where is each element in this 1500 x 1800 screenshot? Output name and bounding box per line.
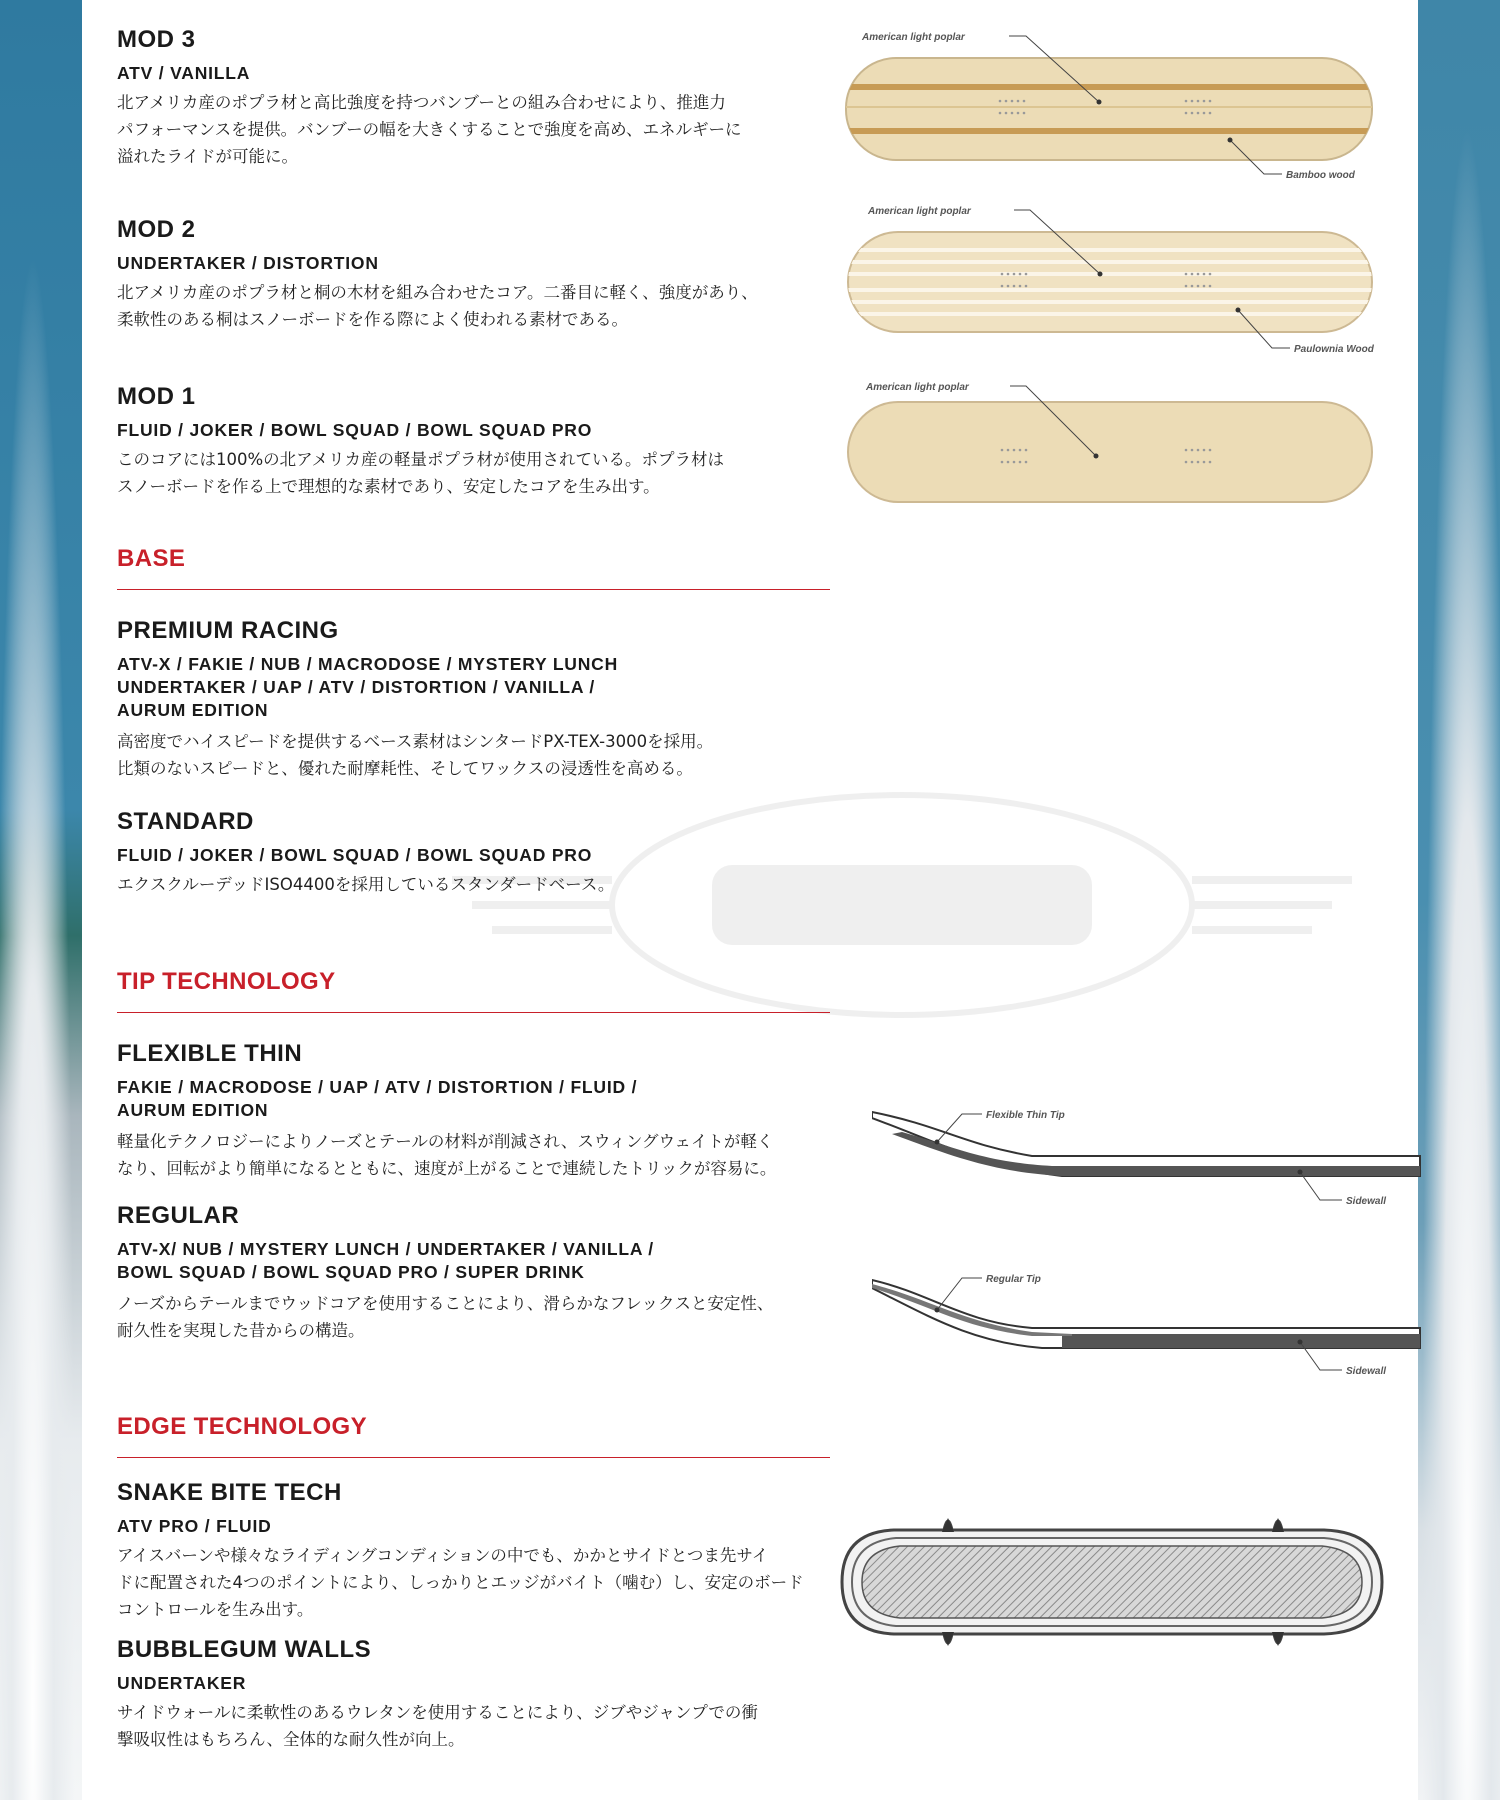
mod2-block xyxy=(117,216,832,333)
mod2-models: UNDERTAKER / DISTORTION xyxy=(117,253,379,273)
premium-racing-text-line: 高密度でハイスピードを提供するベース素材はシンタードPX-TEX-3000を採用。 xyxy=(117,732,714,751)
mod2-text-line: 北アメリカ産のポプラ材と桐の木材を組み合わせたコア。二番目に軽く、強度があり、 xyxy=(117,283,758,302)
edge-section-header xyxy=(117,1413,832,1458)
premium-racing-models: ATV-X / FAKIE / NUB / MACRODOSE / MYSTERY LUNCH xyxy=(117,654,619,674)
mod3-text-line: 溢れたライドが可能に。 xyxy=(117,147,299,166)
regular-text-line: 耐久性を実現した昔からの構造。 xyxy=(117,1321,365,1340)
base-heading: BASE xyxy=(117,545,186,572)
mod2-diagram-label: Paulownia Wood xyxy=(1294,344,1374,355)
mod2-text-line: 柔軟性のある桐はスノーボードを作る際によく使われる素材である。 xyxy=(117,310,629,329)
mod1-text-line: このコアには100%の北アメリカ産の軽量ポプラ材が使用されている。ポプラ材は xyxy=(117,450,725,469)
flexible-thin-title: FLEXIBLE THIN xyxy=(117,1040,303,1067)
mod1-core-diagram xyxy=(834,372,1384,512)
mod3-diagram-label: Bamboo wood xyxy=(1286,170,1355,181)
mod1-models: FLUID / JOKER / BOWL SQUAD / BOWL SQUAD PRO xyxy=(117,420,593,440)
mod3-text-line: 北アメリカ産のポプラ材と高比強度を持つバンブーとの組み合わせにより、推進力 xyxy=(117,93,726,112)
regular-models: BOWL SQUAD / BOWL SQUAD PRO / SUPER DRINK xyxy=(117,1262,585,1282)
mod3-diagram-label: American light poplar xyxy=(862,32,965,43)
base-section-header xyxy=(117,545,832,590)
premium-racing-text-line: 比類のないスピードと、優れた耐摩耗性、そしてワックスの浸透性を高める。 xyxy=(117,759,693,778)
mod2-diagram-label: American light poplar xyxy=(868,206,971,217)
mod3-title: MOD 3 xyxy=(117,26,196,53)
bubblegum-block xyxy=(117,1636,832,1753)
premium-racing-block xyxy=(117,617,832,782)
mod1-title: MOD 1 xyxy=(117,383,196,410)
snake-bite-models: ATV PRO / FLUID xyxy=(117,1516,272,1536)
mod3-models: ATV / VANILLA xyxy=(117,63,251,83)
bubblegum-text-line: サイドウォールに柔軟性のあるウレタンを使用することにより、ジブやジャンプでの衝 xyxy=(117,1703,758,1722)
mod2-core-diagram xyxy=(834,196,1384,366)
premium-racing-models: AURUM EDITION xyxy=(117,700,269,720)
tip-heading: TIP TECHNOLOGY xyxy=(117,968,336,995)
flexible-thin-models: AURUM EDITION xyxy=(117,1100,269,1120)
regular-tip-diagram-label: Sidewall xyxy=(1346,1366,1387,1377)
mod3-core-diagram xyxy=(834,22,1384,192)
flexible-thin-tip-diagram xyxy=(872,1096,1432,1216)
regular-text-line: ノーズからテールまでウッドコアを使用することにより、滑らかなフレックスと安定性、 xyxy=(117,1294,774,1313)
tip-section-header xyxy=(117,968,832,1013)
regular-tip-diagram-label: Regular Tip xyxy=(986,1274,1041,1285)
snake-bite-text-line: ドに配置された4つのポイントにより、しっかりとエッジがバイト（噛む）し、安定のボード xyxy=(117,1573,804,1592)
regular-block xyxy=(117,1202,832,1344)
flexible-thin-text-line: なり、回転がより簡単になるとともに、速度が上がることで連続したトリックが容易に。 xyxy=(117,1159,777,1178)
flexible-thin-diagram-label: Sidewall xyxy=(1346,1196,1387,1207)
standard-block xyxy=(117,808,832,898)
standard-models: FLUID / JOKER / BOWL SQUAD / BOWL SQUAD PRO xyxy=(117,845,593,865)
mod1-text-line: スノーボードを作る上で理想的な素材であり、安定したコアを生み出す。 xyxy=(117,477,660,496)
regular-tip-diagram xyxy=(872,1258,1432,1378)
section-divider xyxy=(117,1012,830,1013)
flexible-thin-text-line: 軽量化テクノロジーによりノーズとテールの材料が削減され、スウィングウェイトが軽く xyxy=(117,1132,774,1151)
edge-heading: EDGE TECHNOLOGY xyxy=(117,1413,368,1440)
background-right xyxy=(1418,0,1500,1800)
snake-bite-text-line: コントロールを生み出す。 xyxy=(117,1600,314,1619)
standard-title: STANDARD xyxy=(117,808,254,835)
bubblegum-title: BUBBLEGUM WALLS xyxy=(117,1636,372,1663)
premium-racing-models: UNDERTAKER / UAP / ATV / DISTORTION / VANILLA / xyxy=(117,677,596,697)
premium-racing-title: PREMIUM RACING xyxy=(117,617,339,644)
mod1-block xyxy=(117,383,832,500)
flexible-thin-block xyxy=(117,1040,832,1182)
flexible-thin-diagram-label: Flexible Thin Tip xyxy=(986,1110,1065,1121)
snake-bite-title: SNAKE BITE TECH xyxy=(117,1479,342,1506)
section-divider xyxy=(117,1457,830,1458)
mod2-title: MOD 2 xyxy=(117,216,196,243)
section-divider xyxy=(117,589,830,590)
snake-bite-edge-diagram xyxy=(834,1492,1394,1672)
mod3-text-line: パフォーマンスを提供。バンブーの幅を大きくすることで強度を高め、エネルギーに xyxy=(117,120,742,139)
standard-text-line: エクスクルーデッドISO4400を採用しているスタンダードベース。 xyxy=(117,875,615,894)
mod3-block xyxy=(117,26,832,170)
mod1-diagram-label: American light poplar xyxy=(866,382,969,393)
bubblegum-models: UNDERTAKER xyxy=(117,1673,247,1693)
bubblegum-text-line: 撃吸収性はもちろん、全体的な耐久性が向上。 xyxy=(117,1730,465,1749)
snake-bite-block xyxy=(117,1479,832,1623)
snake-bite-text-line: アイスバーンや様々なライディングコンディションの中でも、かかとサイドとつま先サイ xyxy=(117,1546,769,1565)
page-sheet xyxy=(82,0,1418,1800)
regular-models: ATV-X/ NUB / MYSTERY LUNCH / UNDERTAKER / VANILLA / xyxy=(117,1239,654,1259)
flexible-thin-models: FAKIE / MACRODOSE / UAP / ATV / DISTORTION / FLUID / xyxy=(117,1077,638,1097)
background-left xyxy=(0,0,82,1800)
regular-title: REGULAR xyxy=(117,1202,240,1229)
